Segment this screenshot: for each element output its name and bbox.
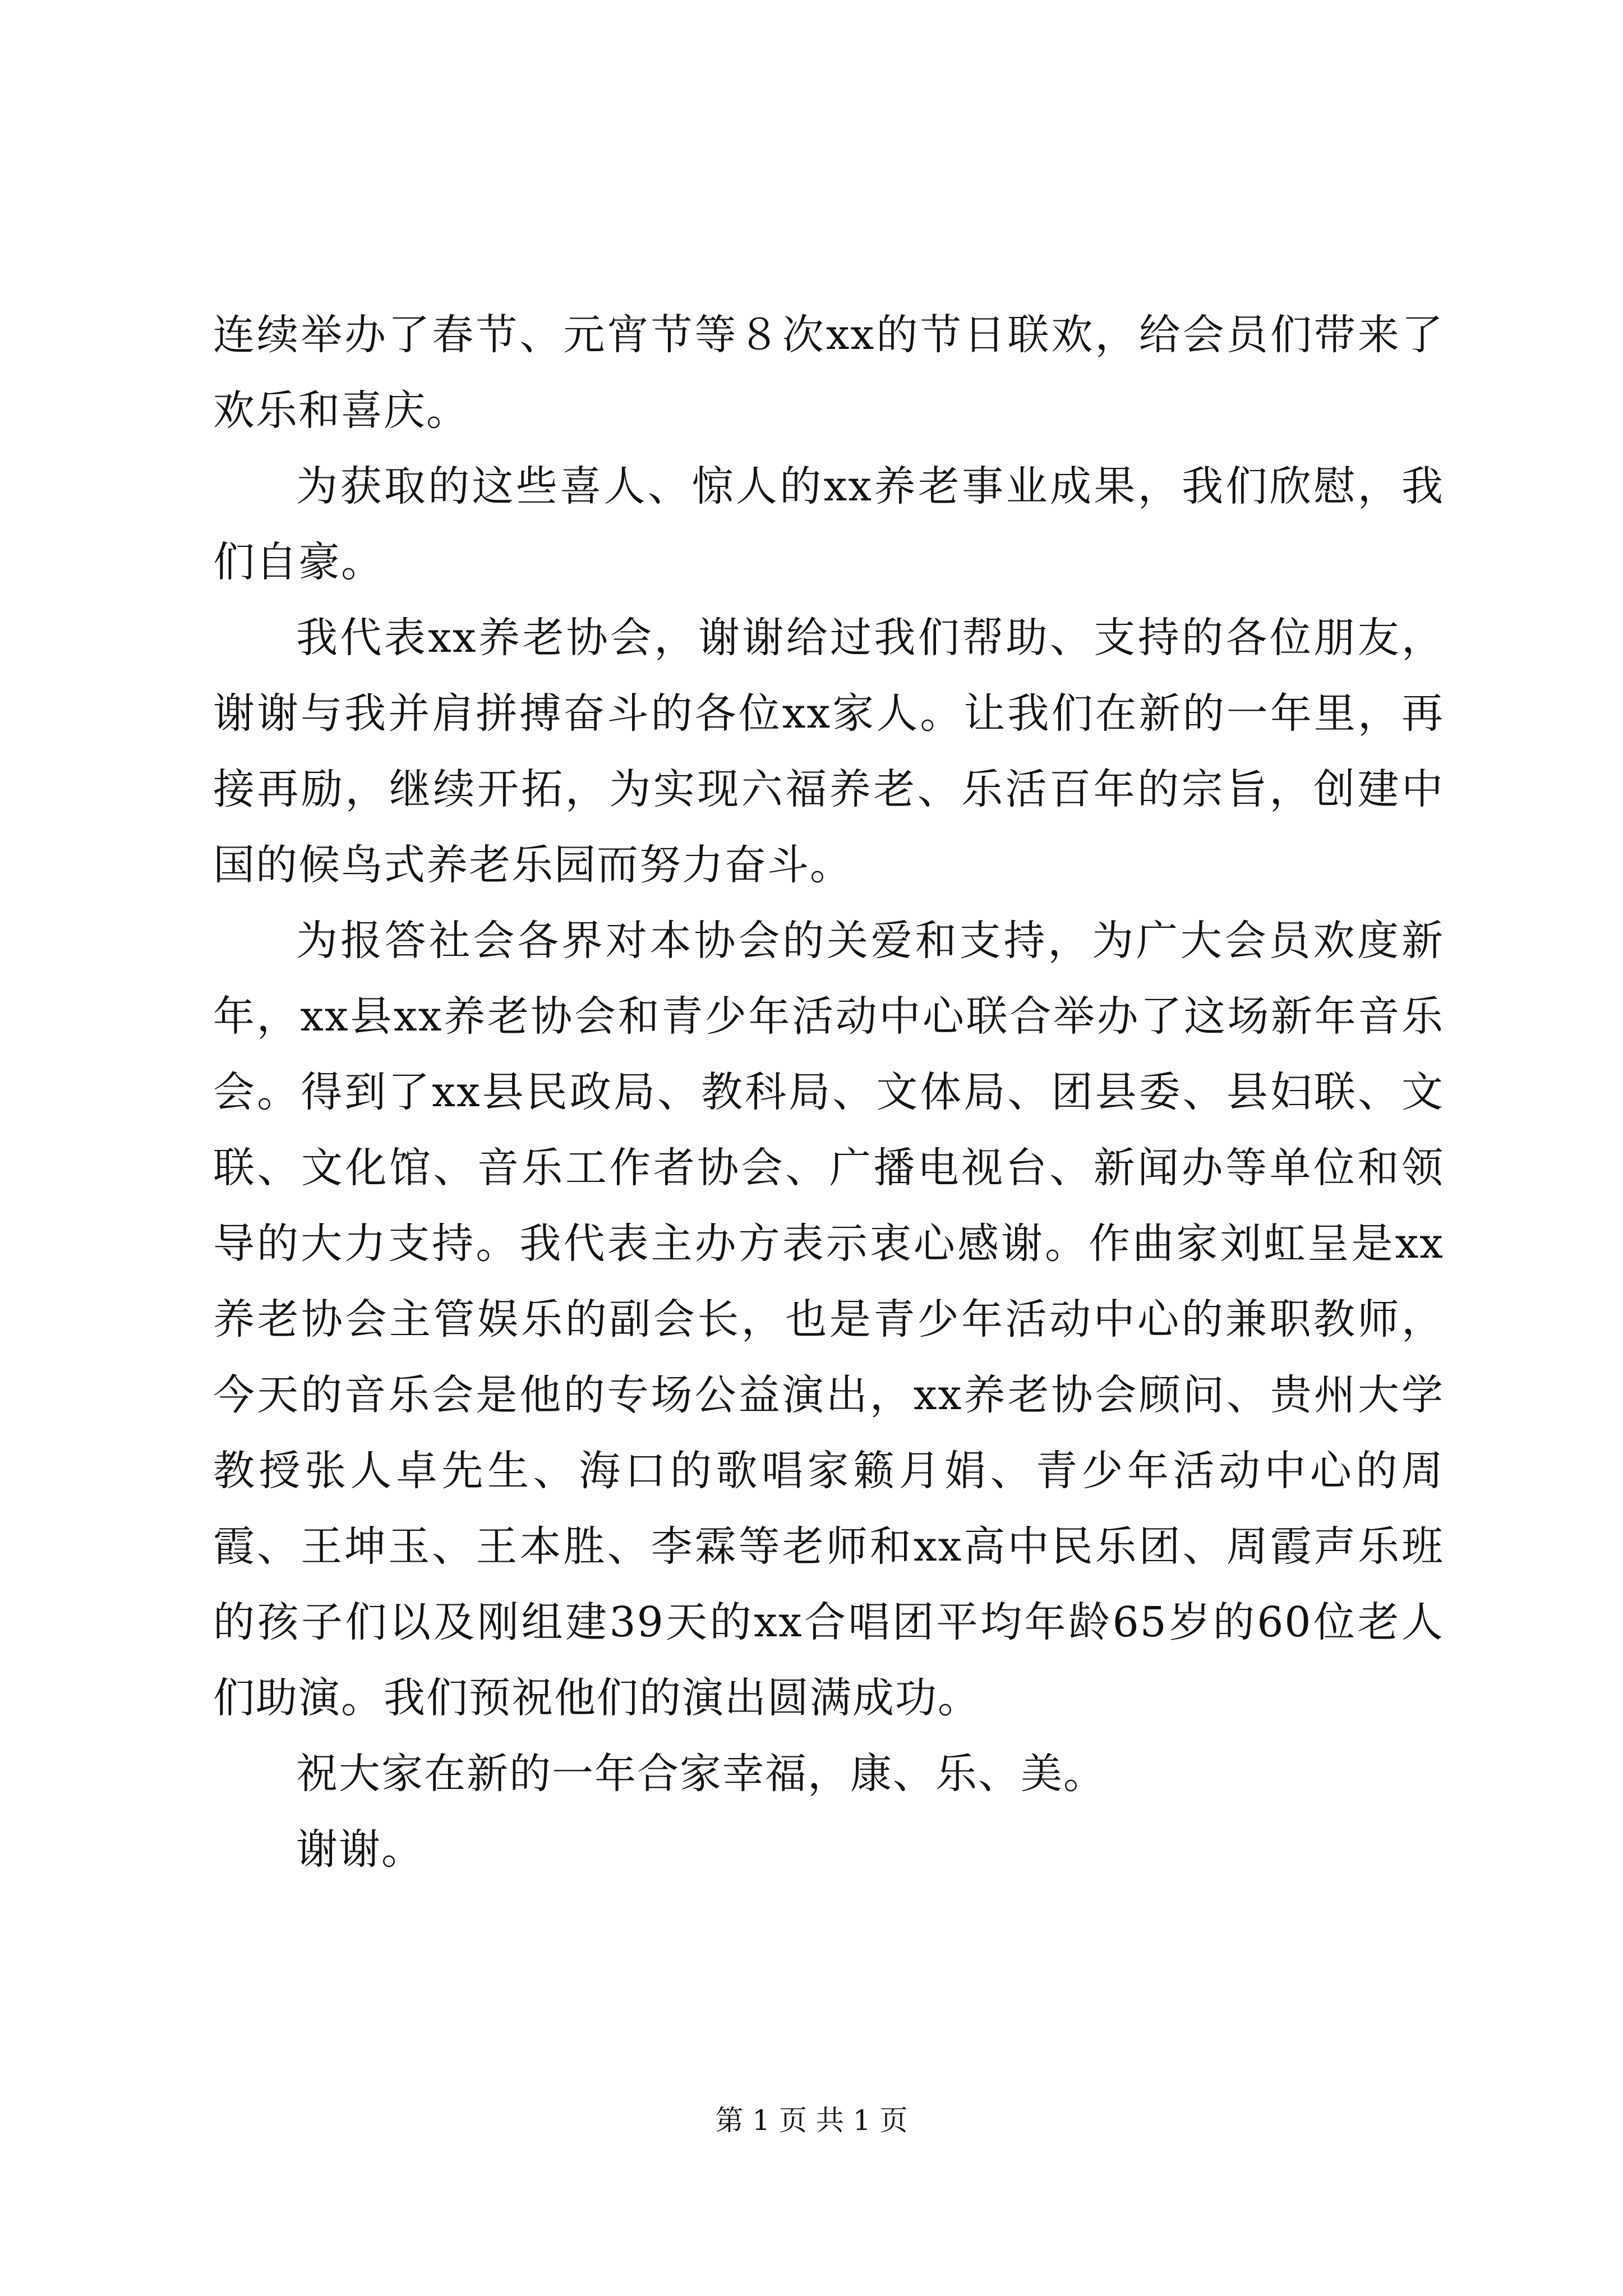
page-footer: 第 1 页 共 1 页 <box>715 2104 908 2137</box>
paragraph-closing: 谢谢。 <box>296 1825 424 1874</box>
document-body <box>213 297 1444 1888</box>
paragraph-festival-events: 连续举办了春节、元宵节等８次xx的节日联欢，给会员们带来了欢乐和喜庆。 <box>213 311 1444 435</box>
paragraph-thanks: 我代表xx养老协会，谢谢给过我们帮助、支持的各位朋友，谢谢与我并肩拼搏奋斗的各位xx家人。让我们在新的一年里，再接再励，继续开拓，为实现六福养老、乐活百年的宗旨，创建中国的候鸟式养老乐园而努力奋斗。 <box>213 614 1444 889</box>
paragraph-new-year-wishes: 祝大家在新的一年合家幸福，康、乐、美。 <box>296 1750 1106 1798</box>
paragraph-achievements: 为获取的这些喜人、惊人的xx养老事业成果，我们欣慰，我们自豪。 <box>213 462 1444 586</box>
paragraph-concert: 为报答社会各界对本协会的关爱和支持，为广大会员欢度新年，xx县xx养老协会和青少年活动中心联合举办了这场新年音乐会。得到了xx县民政局、教科局、文体局、团县委、县妇联、文联、文化馆、音乐工作者协会、广播电视台、新闻办等单位和领导的大力支持。我代表主办方表示衷心感谢。作曲家刘虹呈是xx养老协会主管娱乐的副会长，也是青少年活动中心的兼职教师，今天的音乐会是他的专场公益演出，xx养老协会顾问、贵州大学教授张人卓先生、海口的歌唱家籁月娟、青少年活动中心的周霞、王坤玉、王本胜、李霖等老师和xx高中民乐团、周霞声乐班的孩子们以及刚组建39天的xx合唱团平均年龄65岁的60位老人们助演。我们预祝他们的演出圆满成功。 <box>213 917 1444 1722</box>
